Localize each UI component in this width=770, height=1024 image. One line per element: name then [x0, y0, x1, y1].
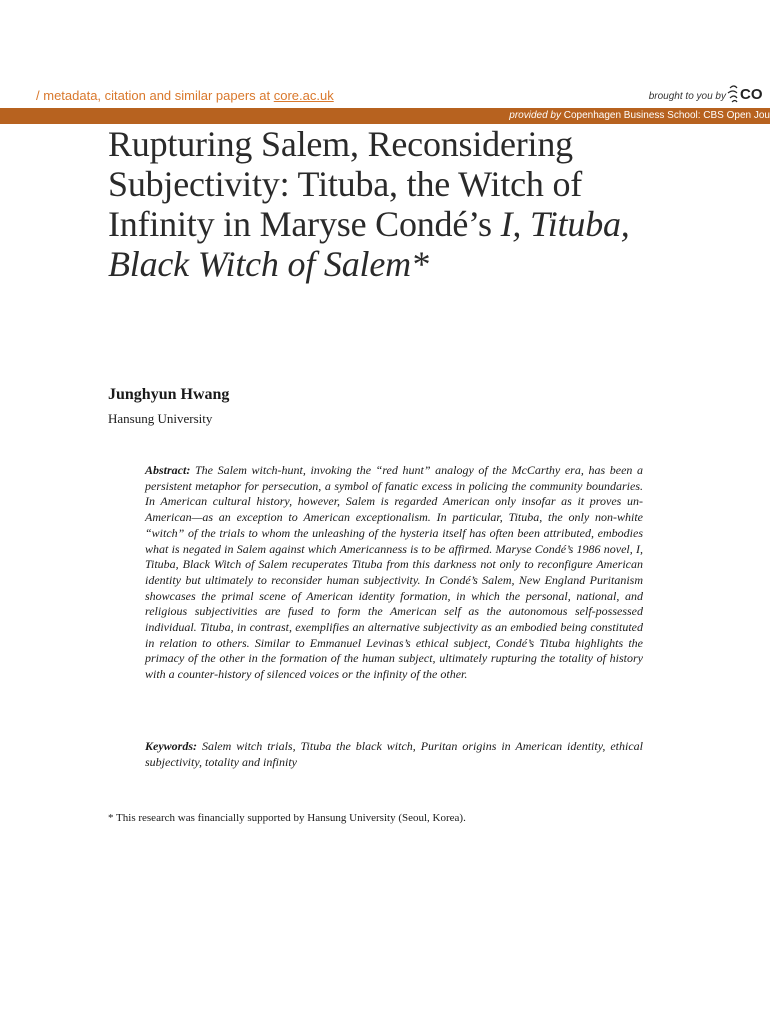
- core-link[interactable]: core.ac.uk: [273, 88, 334, 103]
- keywords-text: Salem witch trials, Tituba the black witch, Puritan origins in American identity, ethical subjectivity, totality and infinity: [145, 739, 643, 769]
- paper-title-main: Rupturing Salem, Reconsidering Subjectivity: Tituba, the Witch of Infinity in Maryse Condé’s: [108, 124, 583, 244]
- author-affiliation: Hansung University: [108, 411, 213, 426]
- core-banner: [0, 88, 770, 108]
- core-logo-text: CO: [740, 86, 763, 103]
- keywords: [145, 739, 643, 770]
- funding-footnote: * This research was financially supported by Hansung University (Seoul, Korea).: [108, 812, 466, 824]
- abstract: [145, 463, 643, 683]
- abstract-label: Abstract:: [145, 463, 191, 477]
- core-logo[interactable]: [724, 80, 770, 106]
- provided-by-text[interactable]: [509, 110, 770, 121]
- brought-to-you-by: brought to you by: [648, 91, 726, 102]
- core-banner-prefix: /: [36, 88, 44, 103]
- core-banner-left: [36, 88, 334, 103]
- paper-title-italic: I, Tituba, Black Witch of Salem*: [108, 204, 630, 284]
- keywords-label: Keywords:: [145, 739, 197, 753]
- paper-title: [108, 124, 668, 284]
- abstract-text: The Salem witch-hunt, invoking the “red hunt” analogy of the McCarthy era, has been a persistent metaphor for persecution, a symbol of fanatic excess in policing the community boundaries. In American cultural history, however, Salem is regarded American only insofar as it proves un-American—as an exception to American exceptionalism. In particular, Tituba, the only non-white “witch” of the trials to whom the unleashing of the hysteria itself has often been attributed, embodies what is negated in Salem against which Americanness is to be affirmed. Maryse Condé’s 1986 novel, I, Tituba, Black Witch of Salem recuperates Tituba from this darkness not only to reconfigure American identity but ultimately to reconsider human subjectivity. In Condé’s Salem, New England Puritanism showcases the primal scene of American identity formation, in which the personal, national, and religious subjectivities are fused to form the American self as the autonomous self-possessed individual. Tituba, in contrast, exemplifies an alternative subjectivity as an embodied being constituted in relation to others. Similar to Emmanuel Levinas’s ethical subject, Condé’s Tituba highlights the primacy of the other in the formation of the human subject, ultimately rupturing the totality of history with a counter-history of silenced voices or the infinity of the other.: [145, 463, 644, 682]
- author-name: Junghyun Hwang: [108, 386, 230, 403]
- core-logo-icon: [724, 80, 770, 106]
- core-provided-bar: [0, 108, 770, 124]
- core-banner-text: metadata, citation and similar papers at: [43, 88, 274, 103]
- provided-by-label: provided by: [509, 110, 561, 121]
- provider-name: Copenhagen Business School: CBS Open Jou: [563, 110, 770, 121]
